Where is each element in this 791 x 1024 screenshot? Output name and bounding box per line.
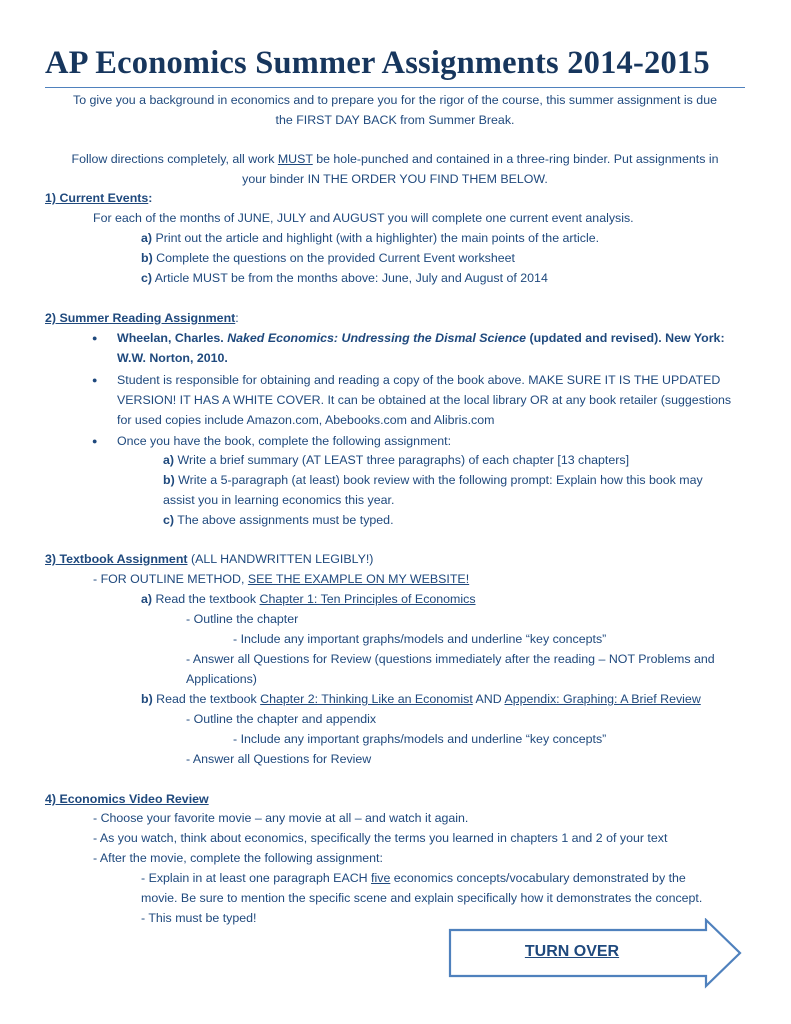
textbook-subtask: - Outline the chapter and appendix — [186, 712, 377, 726]
website-example-link[interactable]: SEE THE EXAMPLE ON MY WEBSITE! — [247, 572, 470, 586]
bullet-icon: ● — [92, 333, 98, 343]
reading-task: assist you in learning economics this year. — [163, 493, 395, 507]
appendix-link: Appendix: Graphing: A Brief Review — [504, 692, 701, 706]
textbook-subtask: - Answer all Questions for Review (questions immediately after the reading – NOT Problems and — [186, 652, 715, 666]
section-heading-current-events: 1) Current Events: — [45, 191, 153, 205]
reading-note: for used copies include Amazon.com, Abebooks.com and Alibris.com — [117, 413, 495, 427]
chapter-2-link: Chapter 2: Thinking Like an Economist — [260, 692, 473, 706]
textbook-subtask: Applications) — [186, 672, 257, 686]
reading-task: b) Write a 5-paragraph (at least) book review with the following prompt: Explain how this book may — [163, 473, 703, 487]
section-heading-summer-reading: 2) Summer Reading Assignment: — [45, 311, 239, 325]
video-review-line: - As you watch, think about economics, specifically the terms you learned in chapters 1 and 2 of your text — [93, 831, 668, 845]
intro-paragraph — [45, 90, 745, 130]
chapter-1-link: Chapter 1: Ten Principles of Economics — [259, 592, 476, 606]
video-review-line: movie. Be sure to mention the specific scene and explain specifically how it demonstrates the concept. — [141, 891, 703, 905]
directions-paragraph — [45, 149, 745, 189]
video-review-line: - Explain in at least one paragraph EACH five economics concepts/vocabulary demonstrated by the — [141, 871, 686, 885]
reading-note: Student is responsible for obtaining and reading a copy of the book above. MAKE SURE IT IS THE UPDATED — [117, 373, 721, 387]
textbook-subtask: - Include any important graphs/models and underline “key concepts” — [233, 732, 607, 746]
directions-line: Follow directions completely, all work MUST be hole-punched and contained in a three-ring binder. Put assignments in — [71, 152, 719, 166]
must-emphasis: MUST — [277, 152, 313, 166]
book-citation: Wheelan, Charles. Naked Economics: Undressing the Dismal Science (updated and revised). New York: — [117, 331, 725, 345]
turn-over-label: TURN OVER — [524, 943, 620, 960]
reading-note: Once you have the book, complete the following assignment: — [117, 434, 452, 448]
textbook-subtask: - Include any important graphs/models and underline “key concepts” — [233, 632, 607, 646]
reading-task: a) Write a brief summary (AT LEAST three paragraphs) of each chapter [13 chapters] — [163, 453, 630, 467]
intro-line: the FIRST DAY BACK from Summer Break. — [275, 113, 515, 127]
section-heading-video-review: 4) Economics Video Review — [45, 792, 209, 806]
textbook-subtask: - Answer all Questions for Review — [186, 752, 372, 766]
book-citation: W.W. Norton, 2010. — [117, 351, 228, 365]
bullet-icon: ● — [92, 436, 98, 446]
outline-method-note: - FOR OUTLINE METHOD, SEE THE EXAMPLE ON MY WEBSITE! — [93, 572, 470, 586]
textbook-subtask: - Outline the chapter — [186, 612, 299, 626]
video-review-line: - Choose your favorite movie – any movie at all – and watch it again. — [93, 811, 469, 825]
textbook-task: b) Read the textbook Chapter 2: Thinking Like an Economist AND Appendix: Graphing: A Brief Review — [141, 692, 701, 706]
current-events-item: c) Article MUST be from the months above: June, July and August of 2014 — [141, 271, 548, 285]
current-events-item: b) Complete the questions on the provided Current Event worksheet — [141, 251, 515, 265]
reading-note: VERSION! IT HAS A WHITE COVER. It can be obtained at the local library OR at any book retailer (suggestions — [117, 393, 732, 407]
textbook-task: a) Read the textbook Chapter 1: Ten Principles of Economics — [141, 592, 476, 606]
page-title: AP Economics Summer Assignments 2014-2015 — [45, 45, 710, 81]
video-review-line: - After the movie, complete the following assignment: — [93, 851, 383, 865]
reading-task: c) The above assignments must be typed. — [163, 513, 394, 527]
intro-line: To give you a background in economics and to prepare you for the rigor of the course, this summer assignment is due — [73, 93, 717, 107]
video-review-line: - This must be typed! — [141, 911, 257, 925]
bullet-icon: ● — [92, 375, 98, 385]
directions-line: your binder IN THE ORDER YOU FIND THEM BELOW. — [242, 172, 548, 186]
section-heading-textbook: 3) Textbook Assignment (ALL HANDWRITTEN LEGIBLY!) — [45, 552, 374, 566]
title-underline — [45, 87, 745, 88]
current-events-item: a) Print out the article and highlight (with a highlighter) the main points of the article. — [141, 231, 600, 245]
current-events-intro: For each of the months of JUNE, JULY and AUGUST you will complete one current event analysis. — [93, 211, 634, 225]
